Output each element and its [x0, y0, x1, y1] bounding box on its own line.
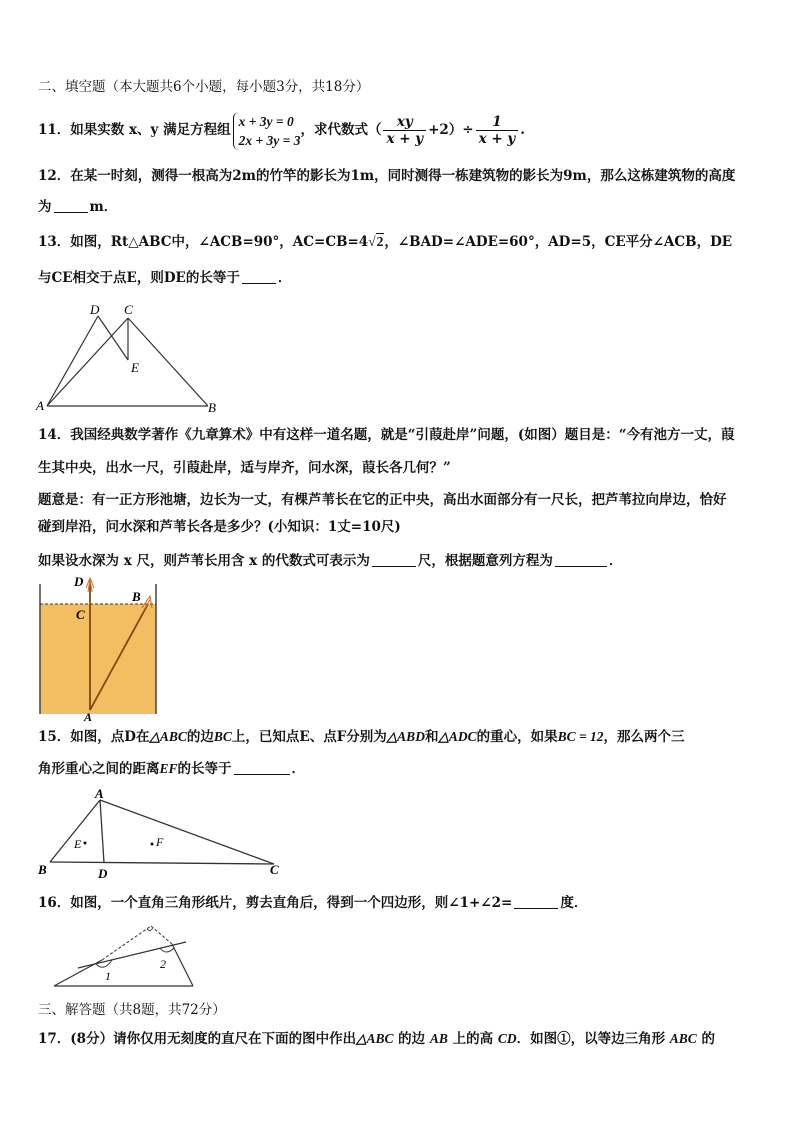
q13-label-d: D — [90, 302, 100, 317]
q15-triangle-adc: △ADC — [438, 729, 477, 744]
q11-plus2: +2）÷ — [428, 122, 474, 138]
q11-mid: ，求代数式（ — [300, 122, 382, 138]
q15-figure — [34, 786, 294, 880]
q14-line1: 14．我国经典数学著作《九章算术》中有这样一道名题，就是“引葭赴岸”问题，(如图）题目是：“今有池方一丈，葭 — [38, 427, 735, 443]
q11-prefix: 11．如果实数 x、y 满足方程组 — [38, 122, 231, 138]
q11-frac1-den: x + y — [386, 131, 424, 147]
q14-label-b: B — [132, 589, 141, 604]
q12-line2 — [38, 197, 117, 217]
q17-line1-c: 上的高 — [447, 1031, 498, 1047]
q13-line1-a: 13．如图，Rt△ABC中，∠ACB=90°，AC=CB=4 — [38, 234, 369, 250]
q15-answer-blank[interactable] — [234, 760, 290, 775]
q11-frac1 — [383, 114, 426, 147]
q11-frac1-num: xy — [383, 114, 426, 131]
q13-line-ad — [47, 316, 98, 406]
q15-label-f: F — [156, 835, 164, 849]
q15-line1-d: 和 — [424, 729, 439, 745]
q14-line5-c: ． — [608, 553, 623, 569]
q13-label-c: C — [124, 302, 133, 317]
q15-point-e — [84, 842, 87, 845]
q15-line1-e: 的重心，如果 — [476, 729, 558, 745]
q13-figure — [30, 298, 230, 418]
q14-line5-b: 尺，根据题意列方程为 — [417, 553, 553, 569]
q15-label-d: D — [98, 866, 108, 880]
q11-eq2: 2x + 3y = 3 — [238, 132, 301, 148]
q13-line-cb — [128, 318, 208, 406]
sqrt-symbol: √ — [368, 234, 376, 249]
q11-frac2 — [476, 114, 519, 147]
q11-frac2-den: x + y — [478, 131, 516, 147]
q13-answer-blank[interactable] — [242, 269, 276, 284]
q15-line1-a: 15．如图，点D在 — [38, 729, 150, 745]
q17-triangle-abc: △ABC — [356, 1031, 394, 1046]
q13-line1-b: ，∠BAD=∠ADE=60°，AD=5，CE平分∠ACB，DE — [384, 234, 733, 250]
q12-line1: 12．在某一时刻，测得一根高为2m的竹竿的影长为1m，同时测得一栋建筑物的影长为9m，那么这栋建筑物的高度 — [38, 168, 736, 184]
q14-label-d: D — [74, 574, 84, 589]
q12-answer-blank[interactable] — [54, 198, 88, 213]
q15-line-ab — [50, 800, 100, 862]
q15-equation: BC = 12 — [557, 729, 604, 744]
q15-line2-c: ． — [291, 761, 306, 777]
q16-label-2: 2 — [160, 957, 166, 971]
q14-answer-blank-1[interactable] — [372, 552, 416, 567]
q17-line1 — [38, 1029, 715, 1049]
q11-eq1: x + 3y = 0 — [238, 113, 294, 129]
q15-line1-f: ，那么两个三 — [603, 729, 685, 745]
q11-frac2-num: 1 — [476, 114, 519, 131]
q13-line2-a: 与CE相交于点E，则DE的长等于 — [38, 270, 240, 286]
section-title-fill-in: 二、填空题（本大题共6个小题，每小题3分，共18分） — [38, 79, 370, 95]
q15-label-b: B — [38, 862, 47, 877]
q14-line3: 题意是：有一正方形池塘，边长为一丈，有棵芦苇长在它的正中央，高出水面部分有一尺长，把芦苇拉向岸边，恰好 — [38, 492, 727, 508]
q16-line1-b: 度． — [560, 895, 588, 911]
q13-line2-b: ． — [277, 270, 292, 286]
q14-figure — [34, 574, 164, 722]
q16-line1 — [38, 893, 587, 913]
q16-cut-line — [78, 942, 186, 968]
q17-line1-a: 17．(8分）请你仅用无刻度的直尺在下面的图中作出 — [38, 1031, 357, 1047]
q15-point-f — [151, 843, 154, 846]
q17-line1-e: 的 — [696, 1031, 715, 1047]
q15-line2-a: 角形重心之间的距离 — [38, 761, 160, 777]
q17-line1-b: 的边 — [393, 1031, 430, 1047]
q15-segment-bc: BC — [213, 729, 232, 744]
question-11 — [38, 110, 525, 150]
q16-right-side — [172, 944, 193, 986]
q15-line-ac — [100, 800, 274, 864]
q17-segment-cd: CD — [497, 1031, 517, 1046]
q13-sqrt-value: 2 — [376, 234, 384, 249]
q15-line-bc — [50, 862, 274, 864]
q15-line-ad — [100, 800, 104, 863]
q11-equation-system — [233, 112, 301, 150]
q12-line2-b: m． — [89, 199, 118, 215]
q16-label-1: 1 — [105, 969, 111, 983]
q17-line1-d: ．如图①，以等边三角形 — [516, 1031, 670, 1047]
q15-line2 — [38, 759, 305, 779]
q14-label-c: C — [76, 607, 85, 622]
q16-line1-a: 16．如图，一个直角三角形纸片，剪去直角后，得到一个四边形，则∠1+∠2= — [38, 895, 513, 911]
q15-line2-b: 的长等于 — [177, 761, 232, 777]
q12-line2-a: 为 — [38, 199, 52, 215]
q13-line1 — [38, 232, 732, 252]
q13-label-b: B — [208, 400, 216, 415]
section-title-solutions: 三、解答题（共8题，共72分） — [38, 1002, 226, 1018]
q16-figure — [48, 920, 208, 992]
q14-line5 — [38, 551, 622, 571]
q16-answer-blank[interactable] — [514, 894, 558, 909]
q15-label-c: C — [270, 862, 279, 877]
q13-label-e: E — [131, 360, 139, 375]
q15-line1-b: 的边 — [186, 729, 214, 745]
q13-line2 — [38, 268, 291, 288]
q15-label-a: A — [95, 786, 104, 801]
q15-triangle-abd: △ABD — [386, 729, 425, 744]
q15-line1-c: 上，已知点E、点F分别为 — [231, 729, 387, 745]
q15-label-e: E — [74, 837, 82, 851]
q17-segment-ab: AB — [429, 1031, 448, 1046]
q14-label-a: A — [84, 710, 93, 722]
q13-line-ac — [47, 318, 128, 406]
q14-line2: 生其中央，出水一尺，引葭赴岸，适与岸齐，问水深，葭长各几何？” — [38, 460, 451, 476]
q16-dashed-right — [151, 926, 172, 944]
q14-answer-blank-2[interactable] — [555, 552, 607, 567]
q16-dashed-left — [102, 926, 151, 960]
q11-end: . — [520, 122, 525, 138]
q15-triangle-abc: △ABC — [149, 729, 187, 744]
q15-segment-ef: EF — [159, 761, 178, 776]
q13-label-a: A — [36, 398, 44, 413]
q15-line1 — [38, 727, 685, 747]
q17-label-abc: ABC — [669, 1031, 697, 1046]
q16-angle2-arc — [160, 948, 174, 952]
q14-line4: 碰到岸沿，问水深和芦苇长各是多少？(小知识：1丈=10尺) — [38, 519, 401, 535]
q14-line5-a: 如果设水深为 x 尺，则芦苇长用含 x 的代数式可表示为 — [38, 553, 370, 569]
